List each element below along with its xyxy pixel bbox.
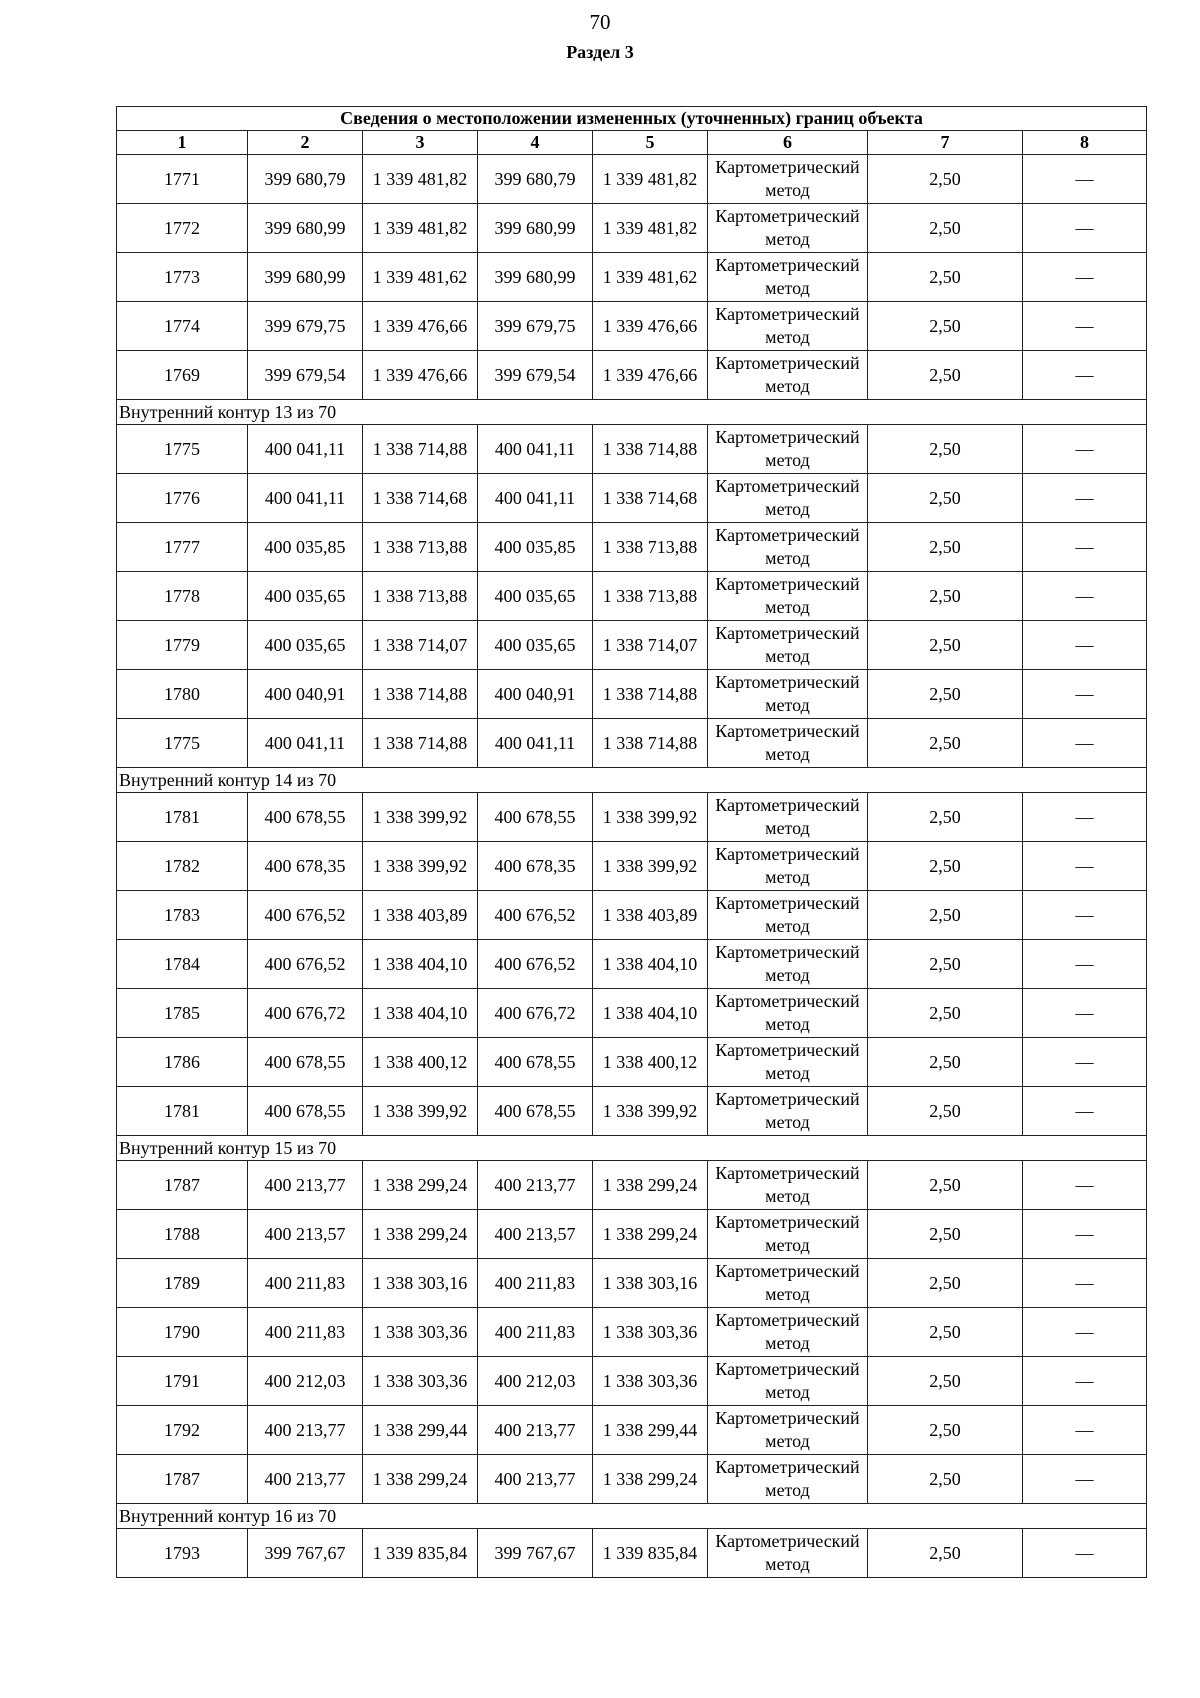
point-number-cell: 1788 [117, 1210, 248, 1259]
empty-mark-cell: — [1023, 989, 1147, 1038]
x-new-cell: 399 767,67 [478, 1529, 593, 1578]
point-number-cell: 1789 [117, 1259, 248, 1308]
method-cell: Картометрический метод [708, 204, 868, 253]
x-old-cell: 400 678,55 [248, 1087, 363, 1136]
empty-mark-cell: — [1023, 523, 1147, 572]
table-row [117, 302, 1147, 351]
y-new-cell: 1 339 481,62 [593, 253, 708, 302]
empty-mark-cell: — [1023, 940, 1147, 989]
accuracy-cell: 2,50 [868, 1259, 1023, 1308]
point-number-cell: 1769 [117, 351, 248, 400]
x-new-cell: 400 678,55 [478, 1038, 593, 1087]
point-number-cell: 1786 [117, 1038, 248, 1087]
table-row [117, 670, 1147, 719]
x-new-cell: 399 680,99 [478, 204, 593, 253]
point-number-cell: 1775 [117, 425, 248, 474]
table-row [117, 1455, 1147, 1504]
x-new-cell: 400 678,55 [478, 1087, 593, 1136]
x-old-cell: 400 041,11 [248, 474, 363, 523]
y-new-cell: 1 338 714,88 [593, 670, 708, 719]
y-new-cell: 1 338 299,24 [593, 1210, 708, 1259]
point-number-cell: 1791 [117, 1357, 248, 1406]
accuracy-cell: 2,50 [868, 940, 1023, 989]
empty-mark-cell: — [1023, 891, 1147, 940]
table-row [117, 842, 1147, 891]
column-number-5: 5 [593, 131, 708, 155]
empty-mark-cell: — [1023, 1038, 1147, 1087]
table-row [117, 1161, 1147, 1210]
y-new-cell: 1 339 476,66 [593, 302, 708, 351]
accuracy-cell: 2,50 [868, 1087, 1023, 1136]
y-old-cell: 1 339 476,66 [363, 302, 478, 351]
y-old-cell: 1 338 714,88 [363, 425, 478, 474]
y-old-cell: 1 338 303,36 [363, 1308, 478, 1357]
y-old-cell: 1 338 299,24 [363, 1161, 478, 1210]
accuracy-cell: 2,50 [868, 842, 1023, 891]
method-cell: Картометрический метод [708, 940, 868, 989]
column-number-2: 2 [248, 131, 363, 155]
x-new-cell: 400 676,52 [478, 891, 593, 940]
y-old-cell: 1 338 399,92 [363, 842, 478, 891]
table-row [117, 155, 1147, 204]
page-number: 70 [589, 10, 611, 34]
contour-header-row [117, 400, 1147, 425]
x-old-cell: 400 213,77 [248, 1455, 363, 1504]
y-new-cell: 1 338 303,36 [593, 1357, 708, 1406]
point-number-cell: 1773 [117, 253, 248, 302]
empty-mark-cell: — [1023, 1259, 1147, 1308]
accuracy-cell: 2,50 [868, 1308, 1023, 1357]
method-cell: Картометрический метод [708, 425, 868, 474]
method-cell: Картометрический метод [708, 842, 868, 891]
table-row [117, 523, 1147, 572]
y-new-cell: 1 338 299,24 [593, 1161, 708, 1210]
table-row [117, 253, 1147, 302]
column-number-6: 6 [708, 131, 868, 155]
y-old-cell: 1 338 303,36 [363, 1357, 478, 1406]
x-new-cell: 400 041,11 [478, 425, 593, 474]
x-old-cell: 400 211,83 [248, 1308, 363, 1357]
x-new-cell: 400 213,77 [478, 1406, 593, 1455]
table-row [117, 719, 1147, 768]
empty-mark-cell: — [1023, 425, 1147, 474]
accuracy-cell: 2,50 [868, 1210, 1023, 1259]
contour-header-row [117, 768, 1147, 793]
table-row [117, 1529, 1147, 1578]
x-old-cell: 400 678,55 [248, 1038, 363, 1087]
y-old-cell: 1 338 403,89 [363, 891, 478, 940]
y-new-cell: 1 338 714,68 [593, 474, 708, 523]
method-cell: Картометрический метод [708, 989, 868, 1038]
y-old-cell: 1 339 476,66 [363, 351, 478, 400]
point-number-cell: 1777 [117, 523, 248, 572]
x-new-cell: 400 041,11 [478, 719, 593, 768]
accuracy-cell: 2,50 [868, 793, 1023, 842]
column-number-row [117, 131, 1147, 155]
x-new-cell: 400 213,77 [478, 1161, 593, 1210]
point-number-cell: 1780 [117, 670, 248, 719]
x-old-cell: 400 676,52 [248, 891, 363, 940]
accuracy-cell: 2,50 [868, 670, 1023, 719]
y-old-cell: 1 339 481,82 [363, 155, 478, 204]
accuracy-cell: 2,50 [868, 1161, 1023, 1210]
x-old-cell: 400 213,57 [248, 1210, 363, 1259]
x-new-cell: 400 040,91 [478, 670, 593, 719]
y-new-cell: 1 339 476,66 [593, 351, 708, 400]
contour-label: Внутренний контур 16 из 70 [117, 1504, 1147, 1529]
empty-mark-cell: — [1023, 670, 1147, 719]
empty-mark-cell: — [1023, 572, 1147, 621]
accuracy-cell: 2,50 [868, 621, 1023, 670]
table-row [117, 1038, 1147, 1087]
y-old-cell: 1 338 299,44 [363, 1406, 478, 1455]
table-row [117, 204, 1147, 253]
y-old-cell: 1 338 399,92 [363, 1087, 478, 1136]
x-old-cell: 400 035,85 [248, 523, 363, 572]
y-old-cell: 1 338 299,24 [363, 1455, 478, 1504]
point-number-cell: 1784 [117, 940, 248, 989]
empty-mark-cell: — [1023, 793, 1147, 842]
point-number-cell: 1792 [117, 1406, 248, 1455]
empty-mark-cell: — [1023, 1087, 1147, 1136]
empty-mark-cell: — [1023, 842, 1147, 891]
y-old-cell: 1 338 299,24 [363, 1210, 478, 1259]
point-number-cell: 1781 [117, 1087, 248, 1136]
point-number-cell: 1771 [117, 155, 248, 204]
y-new-cell: 1 338 714,88 [593, 425, 708, 474]
method-cell: Картометрический метод [708, 351, 868, 400]
table-row [117, 1087, 1147, 1136]
table-body [117, 155, 1147, 1578]
table-row [117, 1406, 1147, 1455]
y-old-cell: 1 338 713,88 [363, 572, 478, 621]
point-number-cell: 1774 [117, 302, 248, 351]
table-row [117, 1308, 1147, 1357]
y-old-cell: 1 338 714,07 [363, 621, 478, 670]
y-old-cell: 1 338 404,10 [363, 989, 478, 1038]
method-cell: Картометрический метод [708, 793, 868, 842]
x-new-cell: 400 678,35 [478, 842, 593, 891]
y-new-cell: 1 339 481,82 [593, 204, 708, 253]
accuracy-cell: 2,50 [868, 1038, 1023, 1087]
contour-label: Внутренний контур 15 из 70 [117, 1136, 1147, 1161]
column-number-4: 4 [478, 131, 593, 155]
x-new-cell: 399 679,54 [478, 351, 593, 400]
empty-mark-cell: — [1023, 1455, 1147, 1504]
y-old-cell: 1 338 713,88 [363, 523, 478, 572]
y-new-cell: 1 338 713,88 [593, 572, 708, 621]
point-number-cell: 1785 [117, 989, 248, 1038]
point-number-cell: 1778 [117, 572, 248, 621]
y-old-cell: 1 338 303,16 [363, 1259, 478, 1308]
empty-mark-cell: — [1023, 1357, 1147, 1406]
y-new-cell: 1 338 713,88 [593, 523, 708, 572]
y-new-cell: 1 338 404,10 [593, 989, 708, 1038]
accuracy-cell: 2,50 [868, 204, 1023, 253]
method-cell: Картометрический метод [708, 670, 868, 719]
accuracy-cell: 2,50 [868, 891, 1023, 940]
empty-mark-cell: — [1023, 474, 1147, 523]
accuracy-cell: 2,50 [868, 572, 1023, 621]
x-old-cell: 399 680,79 [248, 155, 363, 204]
y-old-cell: 1 339 835,84 [363, 1529, 478, 1578]
empty-mark-cell: — [1023, 253, 1147, 302]
table-row [117, 891, 1147, 940]
x-new-cell: 400 035,65 [478, 572, 593, 621]
x-new-cell: 400 211,83 [478, 1259, 593, 1308]
method-cell: Картометрический метод [708, 1161, 868, 1210]
x-new-cell: 400 211,83 [478, 1308, 593, 1357]
empty-mark-cell: — [1023, 155, 1147, 204]
method-cell: Картометрический метод [708, 621, 868, 670]
empty-mark-cell: — [1023, 719, 1147, 768]
column-number-7: 7 [868, 131, 1023, 155]
method-cell: Картометрический метод [708, 1406, 868, 1455]
method-cell: Картометрический метод [708, 891, 868, 940]
table-row [117, 351, 1147, 400]
y-old-cell: 1 338 714,68 [363, 474, 478, 523]
empty-mark-cell: — [1023, 1529, 1147, 1578]
accuracy-cell: 2,50 [868, 719, 1023, 768]
point-number-cell: 1779 [117, 621, 248, 670]
y-new-cell: 1 338 714,07 [593, 621, 708, 670]
point-number-cell: 1772 [117, 204, 248, 253]
x-old-cell: 400 676,72 [248, 989, 363, 1038]
contour-label: Внутренний контур 13 из 70 [117, 400, 1147, 425]
empty-mark-cell: — [1023, 204, 1147, 253]
accuracy-cell: 2,50 [868, 1357, 1023, 1406]
point-number-cell: 1790 [117, 1308, 248, 1357]
method-cell: Картометрический метод [708, 1455, 868, 1504]
table-row [117, 989, 1147, 1038]
x-old-cell: 400 678,55 [248, 793, 363, 842]
column-number-1: 1 [117, 131, 248, 155]
x-new-cell: 400 678,55 [478, 793, 593, 842]
x-new-cell: 400 213,77 [478, 1455, 593, 1504]
method-cell: Картометрический метод [708, 1357, 868, 1406]
x-old-cell: 400 041,11 [248, 719, 363, 768]
contour-header-row [117, 1504, 1147, 1529]
x-old-cell: 399 679,54 [248, 351, 363, 400]
method-cell: Картометрический метод [708, 1210, 868, 1259]
x-old-cell: 399 680,99 [248, 253, 363, 302]
accuracy-cell: 2,50 [868, 155, 1023, 204]
method-cell: Картометрический метод [708, 523, 868, 572]
empty-mark-cell: — [1023, 1210, 1147, 1259]
contour-header-row [117, 1136, 1147, 1161]
table-row [117, 474, 1147, 523]
x-old-cell: 400 213,77 [248, 1161, 363, 1210]
point-number-cell: 1776 [117, 474, 248, 523]
x-old-cell: 399 767,67 [248, 1529, 363, 1578]
x-new-cell: 400 676,52 [478, 940, 593, 989]
accuracy-cell: 2,50 [868, 1406, 1023, 1455]
y-old-cell: 1 338 404,10 [363, 940, 478, 989]
y-new-cell: 1 338 714,88 [593, 719, 708, 768]
y-new-cell: 1 338 399,92 [593, 842, 708, 891]
x-new-cell: 399 679,75 [478, 302, 593, 351]
y-new-cell: 1 338 399,92 [593, 1087, 708, 1136]
x-new-cell: 399 680,79 [478, 155, 593, 204]
y-old-cell: 1 338 399,92 [363, 793, 478, 842]
empty-mark-cell: — [1023, 1406, 1147, 1455]
x-old-cell: 400 035,65 [248, 572, 363, 621]
x-new-cell: 400 035,65 [478, 621, 593, 670]
method-cell: Картометрический метод [708, 1038, 868, 1087]
accuracy-cell: 2,50 [868, 523, 1023, 572]
point-number-cell: 1781 [117, 793, 248, 842]
point-number-cell: 1787 [117, 1161, 248, 1210]
accuracy-cell: 2,50 [868, 989, 1023, 1038]
point-number-cell: 1775 [117, 719, 248, 768]
x-old-cell: 400 213,77 [248, 1406, 363, 1455]
method-cell: Картометрический метод [708, 1087, 868, 1136]
accuracy-cell: 2,50 [868, 351, 1023, 400]
table-row [117, 621, 1147, 670]
boundary-coordinates-table [116, 106, 1147, 1578]
y-new-cell: 1 338 299,24 [593, 1455, 708, 1504]
y-new-cell: 1 339 481,82 [593, 155, 708, 204]
method-cell: Картометрический метод [708, 1308, 868, 1357]
accuracy-cell: 2,50 [868, 474, 1023, 523]
y-new-cell: 1 339 835,84 [593, 1529, 708, 1578]
x-old-cell: 399 679,75 [248, 302, 363, 351]
empty-mark-cell: — [1023, 1308, 1147, 1357]
x-old-cell: 400 676,52 [248, 940, 363, 989]
section-title: Раздел 3 [566, 42, 634, 62]
empty-mark-cell: — [1023, 621, 1147, 670]
x-old-cell: 400 040,91 [248, 670, 363, 719]
table-row [117, 425, 1147, 474]
y-new-cell: 1 338 303,36 [593, 1308, 708, 1357]
accuracy-cell: 2,50 [868, 253, 1023, 302]
method-cell: Картометрический метод [708, 1259, 868, 1308]
x-new-cell: 400 041,11 [478, 474, 593, 523]
table-row [117, 1357, 1147, 1406]
x-new-cell: 400 212,03 [478, 1357, 593, 1406]
point-number-cell: 1782 [117, 842, 248, 891]
table-row [117, 940, 1147, 989]
point-number-cell: 1787 [117, 1455, 248, 1504]
empty-mark-cell: — [1023, 1161, 1147, 1210]
y-old-cell: 1 339 481,62 [363, 253, 478, 302]
y-old-cell: 1 339 481,82 [363, 204, 478, 253]
accuracy-cell: 2,50 [868, 302, 1023, 351]
method-cell: Картометрический метод [708, 253, 868, 302]
x-old-cell: 399 680,99 [248, 204, 363, 253]
y-new-cell: 1 338 400,12 [593, 1038, 708, 1087]
x-new-cell: 400 213,57 [478, 1210, 593, 1259]
contour-label: Внутренний контур 14 из 70 [117, 768, 1147, 793]
table-row [117, 1259, 1147, 1308]
method-cell: Картометрический метод [708, 572, 868, 621]
y-new-cell: 1 338 404,10 [593, 940, 708, 989]
method-cell: Картометрический метод [708, 302, 868, 351]
point-number-cell: 1783 [117, 891, 248, 940]
y-new-cell: 1 338 403,89 [593, 891, 708, 940]
x-old-cell: 400 678,35 [248, 842, 363, 891]
method-cell: Картометрический метод [708, 719, 868, 768]
point-number-cell: 1793 [117, 1529, 248, 1578]
y-new-cell: 1 338 399,92 [593, 793, 708, 842]
table-row [117, 1210, 1147, 1259]
x-old-cell: 400 041,11 [248, 425, 363, 474]
x-new-cell: 400 035,85 [478, 523, 593, 572]
x-old-cell: 400 212,03 [248, 1357, 363, 1406]
y-new-cell: 1 338 299,44 [593, 1406, 708, 1455]
x-new-cell: 399 680,99 [478, 253, 593, 302]
method-cell: Картометрический метод [708, 1529, 868, 1578]
empty-mark-cell: — [1023, 302, 1147, 351]
x-old-cell: 400 035,65 [248, 621, 363, 670]
y-old-cell: 1 338 400,12 [363, 1038, 478, 1087]
method-cell: Картометрический метод [708, 155, 868, 204]
x-new-cell: 400 676,72 [478, 989, 593, 1038]
accuracy-cell: 2,50 [868, 1529, 1023, 1578]
table-row [117, 572, 1147, 621]
accuracy-cell: 2,50 [868, 1455, 1023, 1504]
table-caption: Сведения о местоположении измененных (уточненных) границ объекта [117, 107, 1147, 131]
accuracy-cell: 2,50 [868, 425, 1023, 474]
table-row [117, 793, 1147, 842]
method-cell: Картометрический метод [708, 474, 868, 523]
y-new-cell: 1 338 303,16 [593, 1259, 708, 1308]
y-old-cell: 1 338 714,88 [363, 719, 478, 768]
y-old-cell: 1 338 714,88 [363, 670, 478, 719]
column-number-3: 3 [363, 131, 478, 155]
empty-mark-cell: — [1023, 351, 1147, 400]
x-old-cell: 400 211,83 [248, 1259, 363, 1308]
column-number-8: 8 [1023, 131, 1147, 155]
